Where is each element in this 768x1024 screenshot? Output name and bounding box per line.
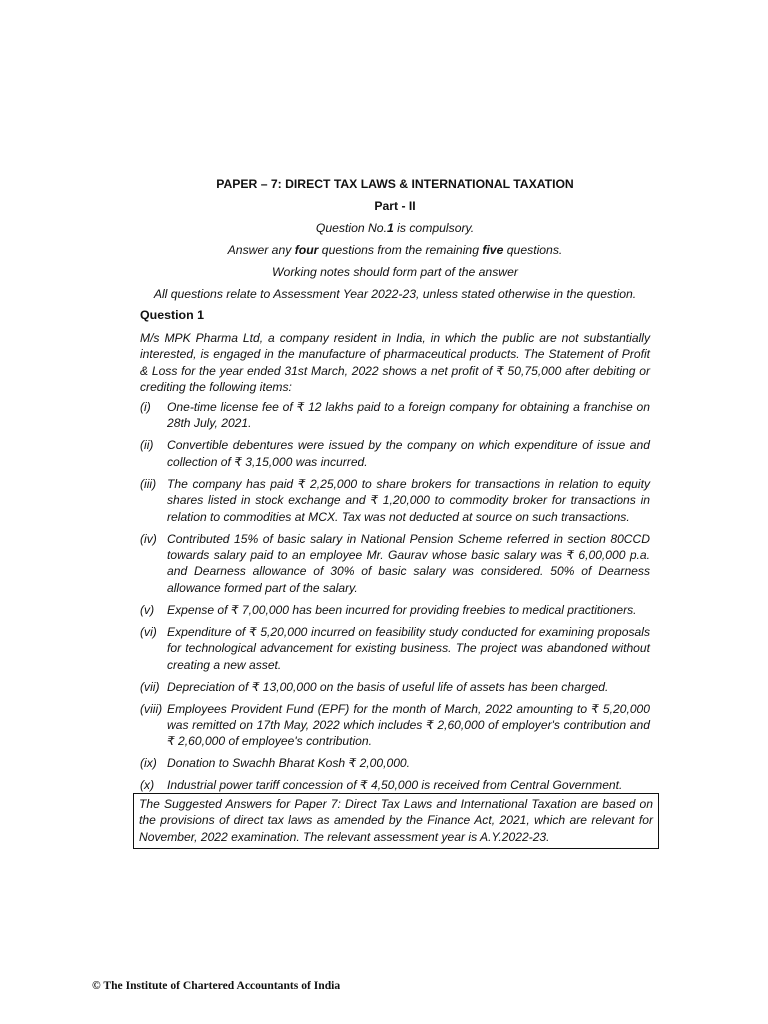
question-intro: M/s MPK Pharma Ltd, a company resident in India, in which the public are not substantially interested, is engaged in the manufacture of pharmaceutical products. The Statement of Profit & Loss for the year ended 31st March, 2022 shows a net profit of ₹ 50,75,000 after debiting or crediting the following items: [140,331,650,395]
list-item [140,624,650,673]
list-item [140,777,650,793]
paper-title: PAPER – 7: DIRECT TAX LAWS & INTERNATIONAL TAXATION [216,177,574,191]
item-number: (x) [140,778,155,793]
item-number: (ix) [140,756,157,771]
list-item [140,399,650,432]
list-item [140,602,650,618]
item-text: Depreciation of ₹ 13,00,000 on the basis of useful life of assets has been charged. [167,679,609,694]
item-number: (vi) [140,624,157,639]
copyright-footer: © The Institute of Chartered Accountants of India [92,979,341,992]
instruction-compulsory: Question No.1 is compulsory. [315,221,475,235]
item-text: Convertible debentures were issued by the company on which expenditure of issue and collection of ₹ 3,15,000 was incurred. [167,438,650,469]
question-heading: Question 1 [140,308,205,322]
list-item [140,679,650,695]
instruction-answer-any: Answer any four questions from the remaining five questions. [227,243,563,257]
item-number: (i) [140,400,151,414]
instruction-assessment-year: All questions relate to Assessment Year 2022-23, unless stated otherwise in the question. [153,287,637,301]
list-item [140,755,650,771]
question-items-list [140,399,650,799]
item-number: (v) [140,602,155,617]
item-text: One-time license fee of ₹ 12 lakhs paid to a foreign company for obtaining a franchise on 28th July, 2021. [167,400,650,431]
item-number: (iii) [140,476,157,491]
list-item [140,476,650,525]
item-number: (iv) [140,531,157,546]
item-text: Employees Provident Fund (EPF) for the month of March, 2022 amounting to ₹ 5,20,000 was remitted on 17th May, 2022 which includes ₹ 2,60,000 of employer's contribution and ₹ 2,60,000 of employee's contribution. [167,701,650,749]
list-item [140,531,650,597]
item-text: Contributed 15% of basic salary in National Pension Scheme referred in section 80CCD towards salary paid to an employee Mr. Gaurav whose basic salary was ₹ 6,00,000 p.a. and Dearness allowance of 30% of basic salary was considered. 50% of Dearness allowance formed part of the salary. [167,531,650,595]
item-number: (viii) [140,701,163,716]
list-item [140,437,650,470]
item-number: (ii) [140,438,154,453]
item-text: Industrial power tariff concession of ₹ 4,50,000 is received from Central Government. [167,778,623,793]
item-text: The company has paid ₹ 2,25,000 to share brokers for transactions in relation to equity shares listed in stock exchange and ₹ 1,20,000 to commodity broker for transactions in relation to commodities at MCX. Tax was not deducted at source on such transactions. [167,476,650,524]
item-number: (vii) [140,679,160,694]
suggested-answers-note: The Suggested Answers for Paper 7: Direct Tax Laws and International Taxation are based on the provisions of direct tax laws as amended by the Finance Act, 2021, which are relevant for November, 2022 examination. The relevant assessment year is A.Y.2022-23. [133,793,659,849]
item-text: Expenditure of ₹ 5,20,000 incurred on feasibility study conducted for examining proposals for technological advancement for existing business. The project was abandoned without creating a new asset. [167,624,650,672]
part-label: Part - II [374,199,416,213]
item-text: Expense of ₹ 7,00,000 has been incurred for providing freebies to medical practitioners. [167,602,637,617]
instruction-working-notes: Working notes should form part of the answer [272,265,518,279]
list-item [140,701,650,750]
item-text: Donation to Swachh Bharat Kosh ₹ 2,00,000. [167,756,411,771]
